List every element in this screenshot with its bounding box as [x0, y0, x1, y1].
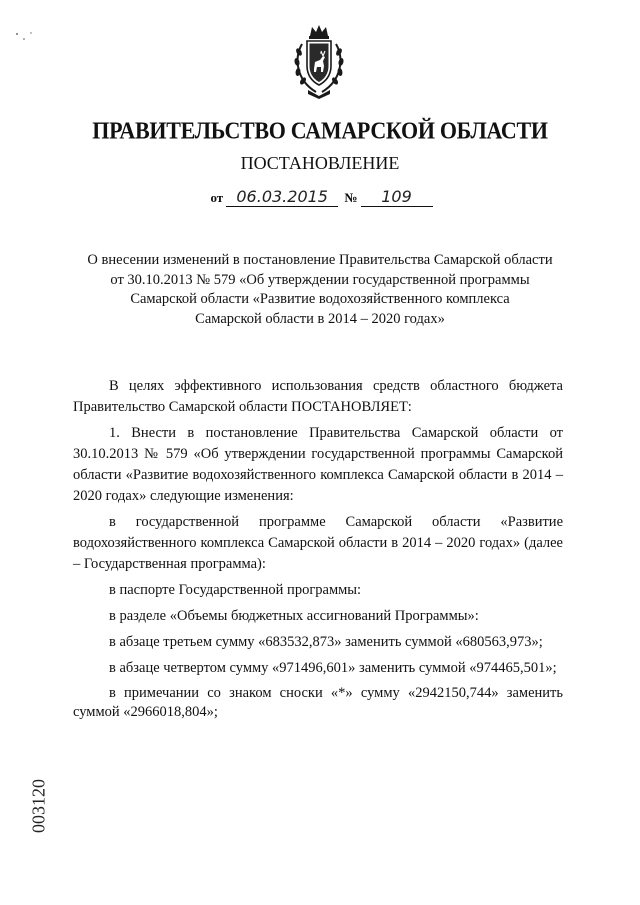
document-body — [73, 376, 563, 722]
body-paragraph: в разделе «Объемы бюджетных ассигнований Программы»: — [109, 608, 479, 624]
body-paragraph: В целях эффективного использования средств областного бюджета Правительство Самарской области ПОСТАНОВЛЯЕТ: — [73, 378, 563, 415]
margin-stamp — [28, 773, 50, 839]
body-paragraph: 1. Внести в постановление Правительства Самарской области от 30.10.2013 № 579 «Об утверждении государственной программы Самарской области «Развитие водохозяйственного комплекса Самарской области в 2014 – 2020 годах» следующие изменения: — [73, 425, 563, 504]
body-paragraph: в примечании со знаком сноски «*» сумму «2942150,744» заменить суммой «2966018,804»; — [73, 685, 563, 720]
number-prefix: № — [344, 190, 358, 205]
subject-line: от 30.10.2013 № 579 «Об утверждении государственной программы — [110, 271, 530, 288]
government-name: ПРАВИТЕЛЬСТВО САМАРСКОЙ ОБЛАСТИ — [92, 116, 548, 144]
body-paragraph: в абзаце четвертом сумму «971496,601» заменить суммой «974465,501»; — [109, 660, 557, 676]
subject-line: О внесении изменений в постановление Правительства Самарской области — [87, 252, 553, 268]
body-paragraph: в абзаце третьем сумму «683532,873» заменить суммой «680563,973»; — [109, 634, 543, 650]
coat-of-arms-icon — [290, 22, 348, 100]
handwritten-number: 109 — [361, 188, 433, 207]
date-number-line — [0, 188, 640, 207]
body-paragraph: в государственной программе Самарской области «Развитие водохозяйственного комплекса Самарской области в 2014 – 2020 годах» (далее – Государственная программа): — [73, 514, 563, 572]
date-prefix: от — [210, 190, 224, 205]
body-paragraph: в паспорте Государственной программы: — [109, 582, 362, 598]
subject-line: Самарской области «Развитие водохозяйственного комплекса — [130, 291, 510, 307]
document-subject — [60, 251, 580, 329]
scan-speck-marks — [14, 30, 34, 44]
document-type: ПОСТАНОВЛЕНИЕ — [240, 153, 400, 173]
handwritten-date: 06.03.2015 — [226, 188, 338, 207]
margin-stamp-text: 003120 — [28, 779, 49, 833]
subject-line: Самарской области в 2014 – 2020 годах» — [195, 310, 445, 327]
